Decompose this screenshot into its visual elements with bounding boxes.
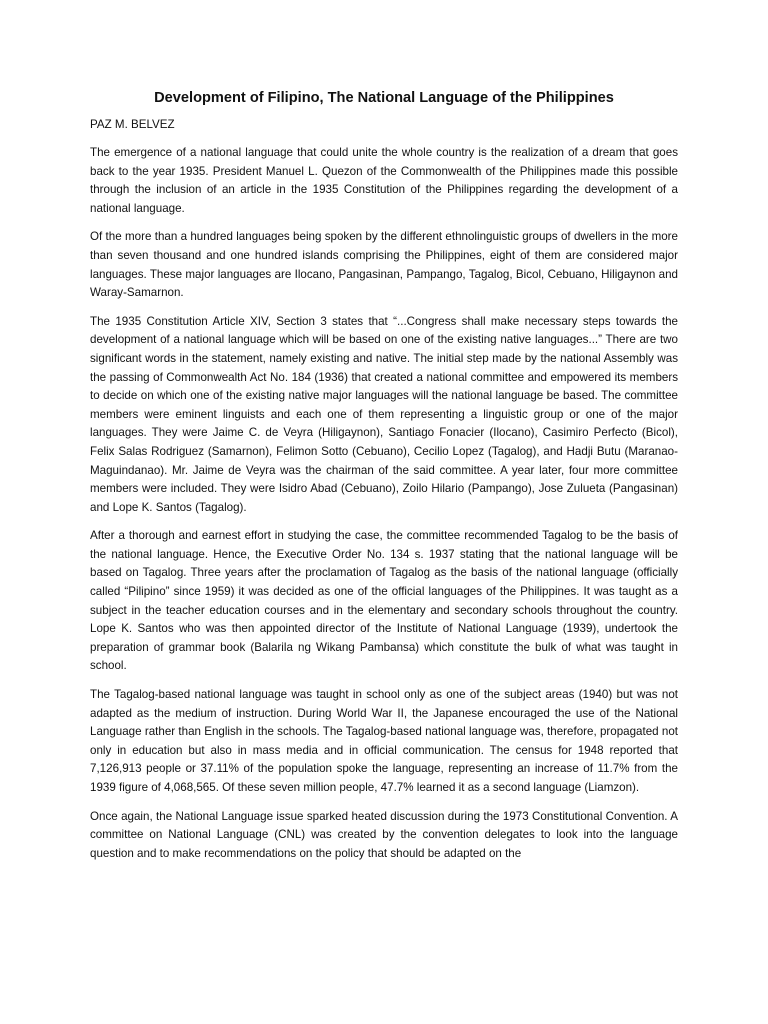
document-title: Development of Filipino, The National Language of the Philippines [154,90,614,106]
document-page [90,88,678,1024]
paragraph-3: The 1935 Constitution Article XIV, Section 3 states that “...Congress shall make necessary steps towards the development of a national language which will be based on one of the existing native languages...” There are two significant words in the statement, namely existing and native. The initial step made by the national Assembly was the passing of Commonwealth Act No. 184 (1936) that created a national committee and empowered its members to decide on which one of the existing native major languages will the national language be based. The committee members were eminent linguists and each one of them representing a linguistic group or one of the major languages. They were Jaime C. de Veyra (Hiligaynon), Santiago Fonacier (Ilocano), Casimiro Perfecto (Bicol), Felix Salas Rodriguez (Samarnon), Felimon Sotto (Cebuano), Cecilio Lopez (Tagalog), and Hadji Butu (Maranao-Maguindanao). Mr. Jaime de Veyra was the chairman of the said committee. A year later, four more committee members were included. They were Isidro Abad (Cebuano), Zoilo Hilario (Pampango), Jose Zulueta (Pangasinan) and Lope K. Santos (Tagalog). [90,314,678,514]
author-name: PAZ M. BELVEZ [90,118,175,131]
paragraph-4: After a thorough and earnest effort in studying the case, the committee recommended Tagalog to be the basis of the national language. Hence, the Executive Order No. 134 s. 1937 stating that the national language will be based on Tagalog. Three years after the proclamation of Tagalog as the basis of the national language (officially called “Pilipino” since 1959) it was decided as one of the official languages of the Philippines. It was taught as a subject in the teacher education courses and in the elementary and secondary schools throughout the country. Lope K. Santos who was then appointed director of the Institute of National Language (1939), undertook the preparation of grammar book (Balarila ng Wikang Pambansa) which constitute the bulk of what was taught in school. [90,529,678,673]
paragraph-6: Once again, the National Language issue sparked heated discussion during the 1973 Constitutional Convention. A committee on National Language (CNL) was created by the convention delegates to look into the language question and to make recommendations on the policy that should be adapted on the [90,809,678,860]
paragraph-2: Of the more than a hundred languages being spoken by the different ethnolinguistic groups of dwellers in the more than seven thousand and one hundred islands comprising the Philippines, eight of them are considered major languages. These major languages are Ilocano, Pangasinan, Pampango, Tagalog, Bicol, Cebuano, Hiligaynon and Waray-Samarnon. [90,230,678,300]
paragraph-1: The emergence of a national language that could unite the whole country is the realization of a dream that goes back to the year 1935. President Manuel L. Quezon of the Commonwealth of the Philippines made this possible through the inclusion of an article in the 1935 Constitution of the Philippines regarding the development of a national language. [90,146,678,215]
paragraph-5: The Tagalog-based national language was taught in school only as one of the subject areas (1940) but was not adapted as the medium of instruction. During World War II, the Japanese encouraged the use of the National Language rather than English in the schools. The Tagalog-based national language was, therefore, propagated not only in education but also in mass media and in official communication. The census for 1948 reported that 7,126,913 people or 37.11% of the population spoke the language, representing an increase of 11.7% from the 1939 figure of 4,068,565. Of these seven million people, 47.7% learned it as a second language (Liamzon). [90,688,678,794]
